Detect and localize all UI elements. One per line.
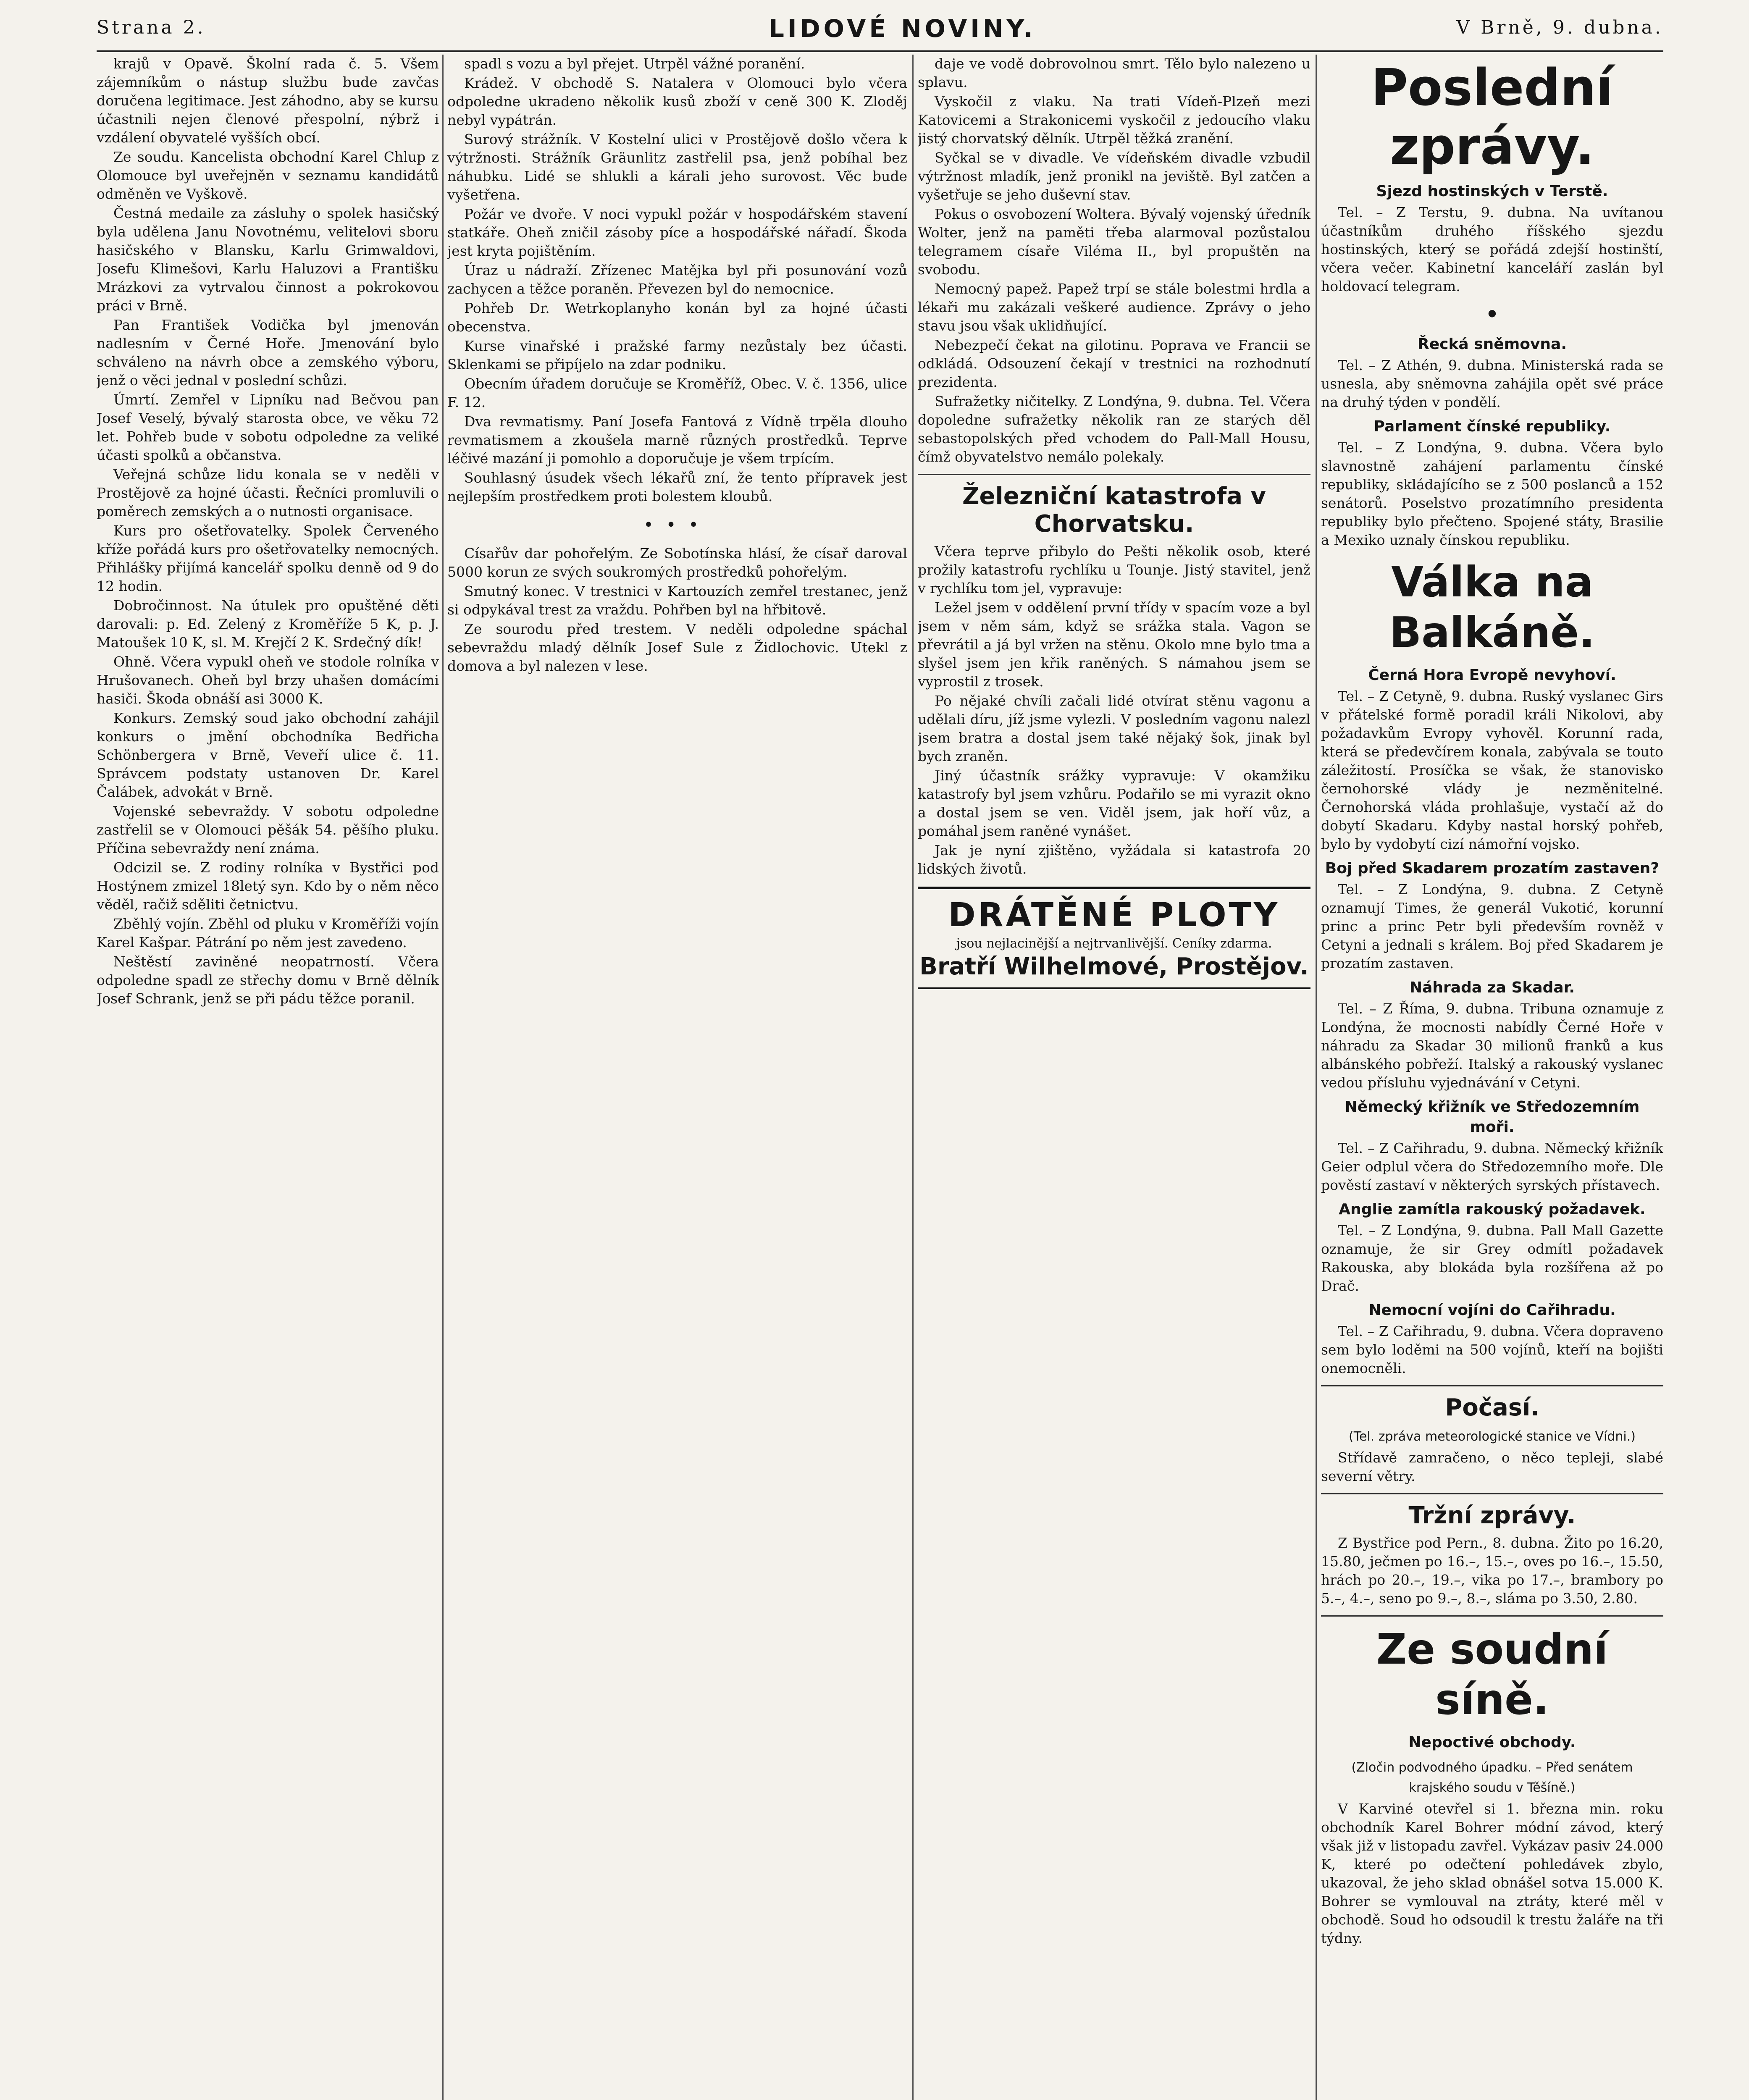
article: Zběhlý vojín. Zběhl od pluku v Kroměříži vojín Karel Kašpar. Pátrání po něm jest zavedeno. [97,916,439,950]
article: Tel. – Z Londýna, 9. dubna. Pall Mall Gazette oznamuje, že sir Grey odmítl požadavek Rakouska, aby blokáda byla rozšířena až po Drač. [1321,1222,1663,1294]
article: Obecním úřadem doručuje se Kroměříž, Obec. V. č. 1356, ulice F. 12. [447,375,907,410]
article: krajů v Opavě. Školní rada č. 5. Všem zájemníkům o nástup službu bude zavčas doručena legitimace. Jest záhodno, aby se kursu účastnili nejen členové přespolní, nýbrž i vzdálení obyvatelé vyšších obcí. [97,55,439,146]
page-header [97,14,1663,50]
article: V Karviné otevřel si 1. března min. roku obchodník Karel Bohrer módní závod, který však již v listopadu zavřel. Vykázav pasiv 24.000 K, které po odečtení pohledávek zbylo, ukazoval, že jeho sklad obnášel sotva 15.000 K. Bohrer se vymlouval na ztráty, které měl v obchodě. Soud ho odsoudil k trestu žaláře na tři týdny. [1321,1801,1663,1946]
article: Požár ve dvoře. V noci vypukl požár v hospodářském stavení statkáře. Oheň zničil zásoby píce a hospodářské nářadí. Škoda jest kryta pojištěním. [447,206,907,259]
headline-court: Ze soudní síně. [1376,1625,1608,1724]
article: Kurse vinařské i pražské farmy nezůstaly bez účasti. Sklenkami se připíjelo na zdar podniku. [447,338,907,373]
article: Ze soudu. Kancelista obchodní Karel Chlup z Olomouce byl uveřejněn v seznamu kandidátů odměněn ve Vyškově. [97,149,439,202]
article: Čestná medaile za zásluhy o spolek hasičský byla udělena Janu Novotnému, velitelovi sboru hasičského v Blansku, Karlu Grimwaldovi, Josefu Klimešovi, Karlu Haluzovi a Františku Mrázkovi za vytrvalou činnost a pokrokovou práci v Brně. [97,205,439,314]
subheading: Náhrada za Skadar. [1410,979,1575,996]
separator-dot: • [1484,300,1500,329]
subheading: Boj před Skadarem prozatím zastaven? [1325,860,1660,877]
article: Krádež. V obchodě S. Natalera v Olomouci bylo včera odpoledne ukradeno několik kusů zboží v ceně 300 K. Zloděj nebyl vypátrán. [447,75,907,128]
section-rule [1321,1615,1663,1617]
court-note: (Zločin podvodného úpadku. – Před senátem krajského soudu v Těšíně.) [1351,1760,1633,1795]
column-2 [447,55,907,2100]
article: Tel. – Z Londýna, 9. dubna. Z Cetyně oznamují Times, že generál Vukotić, korunní princ a princ Petr byli především rovněž v Cetyni a jednali s králem. Boj před Skadarem je prozatím zastaven. [1321,881,1663,971]
article: Smutný konec. V trestnici v Kartouzích zemřel trestanec, jenž si odpykával trest za vraždu. Pohřben byl na hřbitově. [447,583,907,618]
article: Ležel jsem v oddělení první třídy v spacím voze a byl jsem v něm sám, když se srážka stala. Vagon se převrátil a já byl vržen na stěnu. Okolo mne bylo tma a slyšel jsem jen křik raněných. S námahou jsem se vyprostil z trosek. [918,599,1310,690]
article: Vojenské sebevraždy. V sobotu odpoledne zastřelil se v Olomouci pěšák 54. pěšího pluku. Příčina sebevraždy není známa. [97,803,439,856]
article: Tel. – Z Říma, 9. dubna. Tribuna oznamuje z Londýna, že mocnosti nabídly Černé Hoře v náhradu za Skadar 30 milionů franků a kus albánského pobřeží. Italský a rakouský vyslanec vedou přísluhu vyjednávání v Cetyni. [1321,1000,1663,1091]
subheading: Černá Hora Evropě nevyhoví. [1368,667,1616,684]
advertisement-wire-fences [918,887,1310,989]
subheading: Sjezd hostinských v Terstě. [1376,183,1608,200]
subheading: Nepoctivé obchody. [1408,1734,1576,1751]
subheading: Řecká sněmovna. [1417,336,1567,353]
ad-title: DRÁTĚNÉ PLOTY [948,896,1280,934]
article: Tel. – Z Cetyně, 9. dubna. Ruský vyslanec Girs v přátelské formě poradil králi Nikolovi, aby požadavkům Evropy vyhověl. Korunní rada, která se předevčírem konala, zabývala se touto záležitostí. Prosíčka se však, že stanovisko černohorské vlády je nezměnitelné. Černohorská vláda prohlašuje, vystačí až do dobytí Skadaru. Kdyby nastal horský pohřeb, bylo by vydobytí cizí námořní vojsko. [1321,688,1663,852]
column-1 [97,55,439,2100]
article: Tel. – Z Londýna, 9. dubna. Včera bylo slavnostně zahájení parlamentu čínské republiky, skládajícího se z 500 poslanců a 152 senátorů. Poselstvo prozatímního presidenta republiky bylo přečteno. Spojené státy, Brasilie a Mexiko uznaly čínskou republiku. [1321,439,1663,548]
article: Císařův dar pohořelým. Ze Sobotínska hlásí, že císař daroval 5000 korun ze svých soukromých prostředků pohořelým. [447,545,907,580]
section-ornament: ••• [643,515,711,535]
masthead: LIDOVÉ NOVINY. [769,14,1036,43]
article: Úmrtí. Zemřel v Lipníku nad Bečvou pan Josef Veselý, bývalý starosta obce, ve věku 72 let. Pohřeb bude v sobotu odpoledne za veliké účasti spolků a občanstva. [97,391,439,463]
ad-firm: Bratří Wilhelmové, Prostějov. [919,953,1309,980]
headline-weather: Počasí. [1445,1394,1539,1421]
section-rule [918,474,1310,475]
article: Syčkal se v divadle. Ve vídeňském divadle vzbudil výtržnost mladík, jenž pronikl na jeviště. Byl zatčen a vyšetřuje se jeho duševní stav. [918,150,1310,203]
article: Pokus o osvobození Woltera. Bývalý vojenský úředník Wolter, jenž na paměti třeba alarmoval pozůstalou telegramem císaře Viléma II., byl propuštěn na svobodu. [918,206,1310,278]
issue-date: V Brně, 9. dubna. [1456,17,1663,38]
section-rule [1321,1493,1663,1494]
article: Tel. – Z Terstu, 9. dubna. Na uvítanou účastníkům druhého říšského sjezdu hostinských, který se pořádá zdejší hostinští, včera večer. Kabinetní kanceláří zaslán byl holdovací telegram. [1321,204,1663,294]
article: Tel. – Z Cařihradu, 9. dubna. Německý křižník Geier odplul včera do Středozemního moře. Dle pověstí zastaví v některých syrských přístavech. [1321,1140,1663,1193]
article: Kurs pro ošetřovatelky. Spolek Červeného kříže pořádá kurs pro ošetřovatelky nemocných. Přihlášky přijímá kancelář spolku denně od 9 do 12 hodin. [97,522,439,594]
headline-rail-disaster: Železniční katastrofa v Chorvatsku. [962,483,1266,538]
article: Po nějaké chvíli začali lidé otvírat stěnu vagonu a udělali díru, jíž jsme vylezli. V posledním vagonu nalezl jsem bratra a dostal jsem také nějaký šok, jinak byl bych zraněn. [918,693,1310,764]
market-prices: Z Bystřice pod Pern., 8. dubna. Žito po 16.20, 15.80, ječmen po 16.–, 15.–, oves po 16.–, 15.50, hrách po 20.–, 19.–, vika po 17.–, brambory po 5.–, 4.–, seno po 9.–, 8.–, sláma po 3.50, 2.80. [1321,1535,1663,1606]
article: Dobročinnost. Na útulek pro opuštěné děti darovali: p. Ed. Zelený z Kroměříže 5 K, p. J. Matoušek 10 K, sl. M. Krejčí 2 K. Srdečný dík! [97,597,439,651]
page-number: Strana 2. [97,17,206,38]
article: Nemocný papež. Papež trpí se stále bolestmi hrdla a lékaři mu zakázali veškeré audience. Zprávy o jeho stavu jsou však uklidňující. [918,281,1310,334]
article: Pohřeb Dr. Wetrkoplanyho konán byl za hojné účasti obecenstva. [447,300,907,335]
article: Úraz u nádraží. Zřízenec Matějka byl při posunování vozů zachycen a těžce poraněn. Převezen byl do nemocnice. [447,262,907,297]
column-divider [912,55,914,2100]
column-4 [1321,55,1663,2100]
article: Veřejná schůze lidu konala se v neděli v Prostějově za hojné účasti. Řečníci promluvili o poměrech zemských a o nutnosti organisace. [97,466,439,520]
header-rule [97,50,1663,52]
article: Vyskočil z vlaku. Na trati Vídeň-Plzeň mezi Katovicemi a Strakonicemi vyskočil z jedoucího vlaku jistý chorvatský dělník. Utrpěl těžká zranění. [918,93,1310,147]
article: Pan František Vodička byl jmenován nadlesním v Černé Hoře. Jmenování bylo schváleno na návrh obce a zemského výboru, jenž o věci jednal v poslední schůzi. [97,317,439,388]
article: spadl s vozu a byl přejet. Utrpěl vážné poranění. [464,55,805,72]
article: Konkurs. Zemský soud jako obchodní zahájil konkurs o jmění obchodníka Bedřicha Schönbergera v Brně, Veveří ulice č. 11. Správcem podstaty ustanoven Dr. Karel Čalábek, advokát v Brně. [97,710,439,800]
article: Včera teprve přibylo do Pešti několik osob, které prožily katastrofu rychlíku u Tounje. Jistý stavitel, jenž v rychlíku tom jel, vypravuje: [918,543,1310,596]
article: Odcizil se. Z rodiny rolníka v Bystřici pod Hostýnem zmizel 18letý syn. Kdo by o něm něco věděl, račiž sděliti četnictvu. [97,859,439,913]
headline-latest-news: Poslední zprávy. [1371,59,1613,176]
article: Ohně. Včera vypukl oheň ve stodole rolníka v Hrušovanech. Oheň byl brzy uhašen domácími hasiči. Škoda obnáší asi 3000 K. [97,654,439,707]
column-divider [1316,55,1317,2100]
ad-subtitle: jsou nejlacinější a nejtrvanlivější. Ceníky zdarma. [956,936,1272,951]
article: Jiný účastník srážky vypravuje: V okamžiku katastrofy byl jsem vzhůru. Podařilo se mi vyrazit okno a dostal jsem se ven. Viděl jsem, jak hoří vůz, a pomáhal jsem raněné vynášet. [918,767,1310,839]
article: Souhlasný úsudek všech lékařů zní, že tento přípravek jest nejlepším prostředkem proti bolestem kloubů. [447,470,907,504]
article: Nebezpečí čekat na gilotinu. Poprava ve Francii se odkládá. Odsouzení čekají v trestnici na rozhodnutí prezidenta. [918,337,1310,390]
article: daje ve vodě dobrovolnou smrt. Tělo bylo nalezeno u splavu. [918,55,1310,90]
article: Tel. – Z Cařihradu, 9. dubna. Včera dopraveno sem bylo loděmi na 500 vojínů, kteří na bojišti onemocněli. [1321,1323,1663,1376]
article: Neštěstí zaviněné neopatrností. Včera odpoledne spadl ze střechy domu v Brně dělník Josef Schrank, jenž se při pádu těžce poranil. [97,953,439,1007]
article: Dva revmatismy. Paní Josefa Fantová z Vídně trpěla dlouho revmatismem a zkoušela marně různých prostředků. Teprve léčivé mazání ji pomohlo a doporučuje je všem trpícím. [447,413,907,467]
section-rule [1321,1385,1663,1386]
column-divider [442,55,444,2100]
column-3 [918,55,1310,2100]
article: Jak je nyní zjištěno, vyžádala si katastrofa 20 lidských životů. [918,842,1310,877]
weather-report: Střídavě zamračeno, o něco tepleji, slabé severní větry. [1321,1449,1663,1484]
subheading: Parlament čínské republiky. [1373,418,1611,435]
subheading: Německý křižník ve Středozemním moři. [1345,1098,1640,1136]
article: Sufražetky ničitelky. Z Londýna, 9. dubna. Tel. Včera dopoledne sufražetky několik ran ze starých děl sebastopolských před vchodem do Pall-Mall Housu, čímž obyvatelstvo nemálo polekaly. [918,393,1310,465]
article: Tel. – Z Athén, 9. dubna. Ministerská rada se usnesla, aby sněmovna zahájila opět své práce na druhý týden v pondělí. [1321,357,1663,410]
weather-source: (Tel. zpráva meteorologické stanice ve Vídni.) [1349,1429,1636,1444]
subheading: Anglie zamítla rakouský požadavek. [1339,1201,1646,1218]
subheading: Nemocní vojíni do Cařihradu. [1368,1302,1616,1319]
article: Ze sourodu před trestem. V neděli odpoledne spáchal sebevraždu mladý dělník Josef Sule z Židlochovic. Utekl z domova a byl nalezen v lese. [447,621,907,674]
headline-market-news: Tržní zprávy. [1408,1502,1576,1529]
article: Surový strážník. V Kostelní ulici v Prostějově došlo včera k výtržnosti. Strážník Gräunlitz zastřelil psa, jenž pobíhal bez náhubku. Lidé se shlukli a kárali jeho surovost. Věc bude vyšetřena. [447,131,907,203]
headline-balkan-war: Válka na Balkáně. [1389,557,1595,657]
